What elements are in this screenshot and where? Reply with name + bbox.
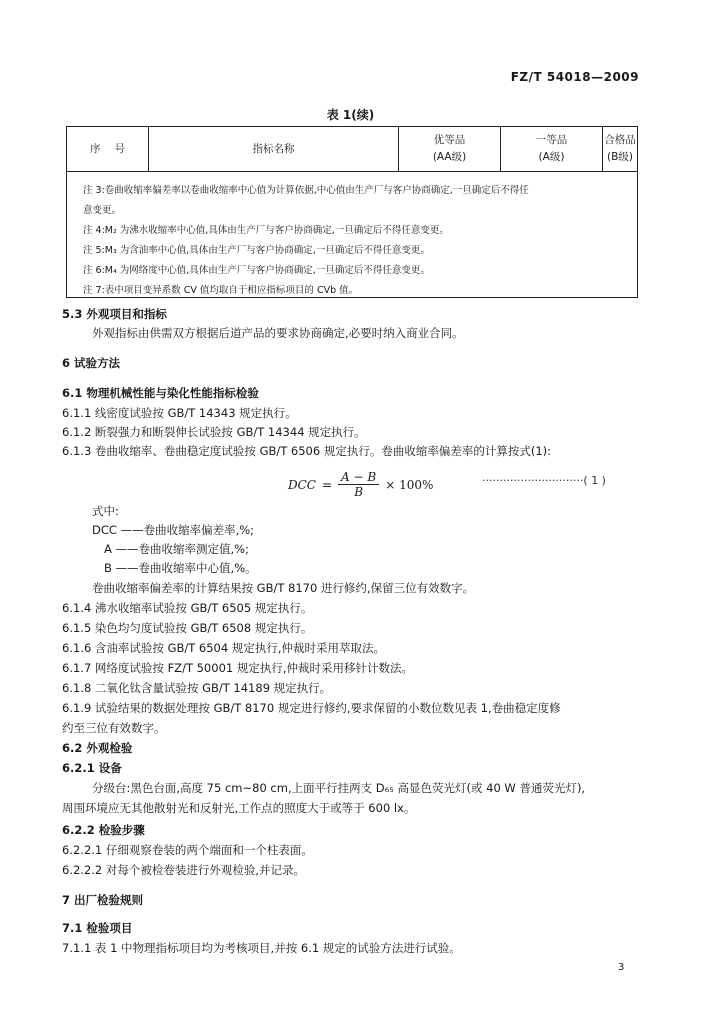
clause-6-2-2-2: 6.2.2.2 对每个被检卷装进行外观检验,并记录。 bbox=[62, 863, 306, 877]
clause-6-1-4: 6.1.4 沸水收缩率试验按 GB/T 6505 规定执行。 bbox=[62, 601, 313, 615]
section-6-1-heading: 6.1 物理机械性能与染化性能指标检验 bbox=[62, 386, 259, 400]
requirements-table bbox=[66, 126, 638, 298]
page-number: 3 bbox=[618, 962, 625, 973]
formula-lhs: DCC bbox=[288, 477, 316, 492]
formula-1 bbox=[288, 470, 433, 499]
clause-7-1-1: 7.1.1 表 1 中物理指标项目均为考核项目,并按 6.1 规定的试验方法进行试验。 bbox=[62, 941, 461, 955]
header-grade-b bbox=[603, 127, 637, 171]
header-seq-a: 序 bbox=[90, 142, 101, 155]
clause-6-1-1: 6.1.1 线密度试验按 GB/T 14343 规定执行。 bbox=[62, 406, 297, 420]
equipment-text-line1: 分级台:黑色台面,高度 75 cm~80 cm,上面平行挂两支 D₆₅ 高显色荧光灯(或 40 W 普通荧光灯), bbox=[92, 781, 586, 795]
rounding-text: 卷曲收缩率偏差率的计算结果按 GB/T 8170 进行修约,保留三位有效数字。 bbox=[92, 581, 475, 595]
clause-6-1-9-line2: 约至三位有效数字。 bbox=[62, 721, 166, 735]
header-grade-b-sub: (B级) bbox=[607, 151, 633, 163]
clause-6-1-5: 6.1.5 染色均匀度试验按 GB/T 6508 规定执行。 bbox=[62, 621, 313, 635]
header-seq-b: 号 bbox=[114, 142, 125, 155]
header-indicator-name bbox=[149, 127, 399, 171]
section-5-3-heading: 5.3 外观项目和指标 bbox=[62, 307, 167, 321]
formula-eq: = bbox=[321, 477, 333, 492]
section-6-heading: 6 试验方法 bbox=[62, 356, 121, 370]
clause-6-1-2: 6.1.2 断裂强力和断裂伸长试验按 GB/T 14344 规定执行。 bbox=[62, 425, 366, 439]
definition-b: B ——卷曲收缩率中心值,%。 bbox=[104, 561, 257, 575]
definition-dcc: DCC ——卷曲收缩率偏差率,%; bbox=[92, 523, 255, 537]
definition-a: A ——卷曲收缩率测定值,%; bbox=[104, 542, 249, 556]
section-5-3-text: 外观指标由供需双方根据后道产品的要求协商确定,必要时纳入商业合同。 bbox=[92, 326, 464, 340]
table-note: 注 5:M₃ 为含油率中心值,具体由生产厂与客户协商确定,一旦确定后不得任意变更。 bbox=[83, 245, 430, 256]
header-grade-aa bbox=[399, 127, 501, 171]
clause-6-1-6: 6.1.6 含油率试验按 GB/T 6504 规定执行,仲裁时采用萃取法。 bbox=[62, 641, 386, 655]
header-seq bbox=[67, 127, 149, 171]
header-name-label: 指标名称 bbox=[252, 142, 295, 155]
clause-6-1-8: 6.1.8 二氧化钛含量试验按 GB/T 14189 规定执行。 bbox=[62, 681, 332, 695]
where-label: 式中: bbox=[92, 504, 119, 518]
header-grade-a-label: 一等品 bbox=[535, 134, 568, 146]
table-note: 注 7:表中项目变异系数 CV 值均取自于相应指标项目的 CVb 值。 bbox=[83, 285, 359, 296]
section-6-2-2-heading: 6.2.2 检验步骤 bbox=[62, 823, 145, 837]
section-6-2-heading: 6.2 外观检验 bbox=[62, 741, 133, 755]
clause-6-1-3: 6.1.3 卷曲收缩率、卷曲稳定度试验按 GB/T 6506 规定执行。卷曲收缩率偏差率的计算按式(1): bbox=[62, 444, 552, 458]
header-grade-a-sub: (A级) bbox=[538, 151, 565, 163]
table-header-row bbox=[67, 127, 637, 172]
section-6-2-1-heading: 6.2.1 设备 bbox=[62, 761, 122, 775]
header-grade-aa-sub: (AA级) bbox=[432, 151, 467, 163]
table-note: 注 4:M₂ 为沸水收缩率中心值,具体由生产厂与客户协商确定,一旦确定后不得任意变更。 bbox=[83, 225, 449, 236]
formula-fraction bbox=[338, 470, 379, 499]
table-note: 注 6:M₄ 为网络度中心值,具体由生产厂与客户协商确定,一旦确定后不得任意变更。 bbox=[83, 265, 430, 276]
header-grade-aa-label: 优等品 bbox=[433, 134, 466, 146]
formula-tail: × 100% bbox=[385, 477, 434, 492]
header-grade-b-label: 合格品 bbox=[604, 134, 636, 146]
section-7-heading: 7 出厂检验规则 bbox=[62, 893, 144, 907]
formula-numerator: A − B bbox=[338, 470, 379, 485]
standard-code: FZ/T 54018—2009 bbox=[510, 70, 639, 84]
clause-6-1-9-line1: 6.1.9 试验结果的数据处理按 GB/T 8170 规定进行修约,要求保留的小数位数见表 1,卷曲稳定度修 bbox=[62, 701, 561, 715]
section-7-1-heading: 7.1 检验项目 bbox=[62, 921, 133, 935]
formula-denominator: B bbox=[354, 485, 364, 499]
clause-6-1-7: 6.1.7 网络度试验按 FZ/T 50001 规定执行,仲裁时采用移针计数法。 bbox=[62, 661, 414, 675]
formula-number: ·····························( 1 ) bbox=[482, 474, 606, 487]
table-notes bbox=[83, 181, 613, 301]
table-note: 意变更。 bbox=[83, 205, 122, 216]
table-note: 注 3:卷曲收缩率偏差率以卷曲收缩率中心值为计算依据,中心值由生产厂与客户协商确定,一旦确定后不得任 bbox=[83, 185, 529, 196]
clause-6-2-2-1: 6.2.2.1 仔细观察卷装的两个端面和一个柱表面。 bbox=[62, 843, 313, 857]
equipment-text-line2: 周围环境应无其他散射光和反射光,工作点的照度大于或等于 600 lx。 bbox=[62, 801, 416, 815]
table-caption: 表 1(续) bbox=[326, 108, 375, 122]
header-grade-a bbox=[501, 127, 603, 171]
